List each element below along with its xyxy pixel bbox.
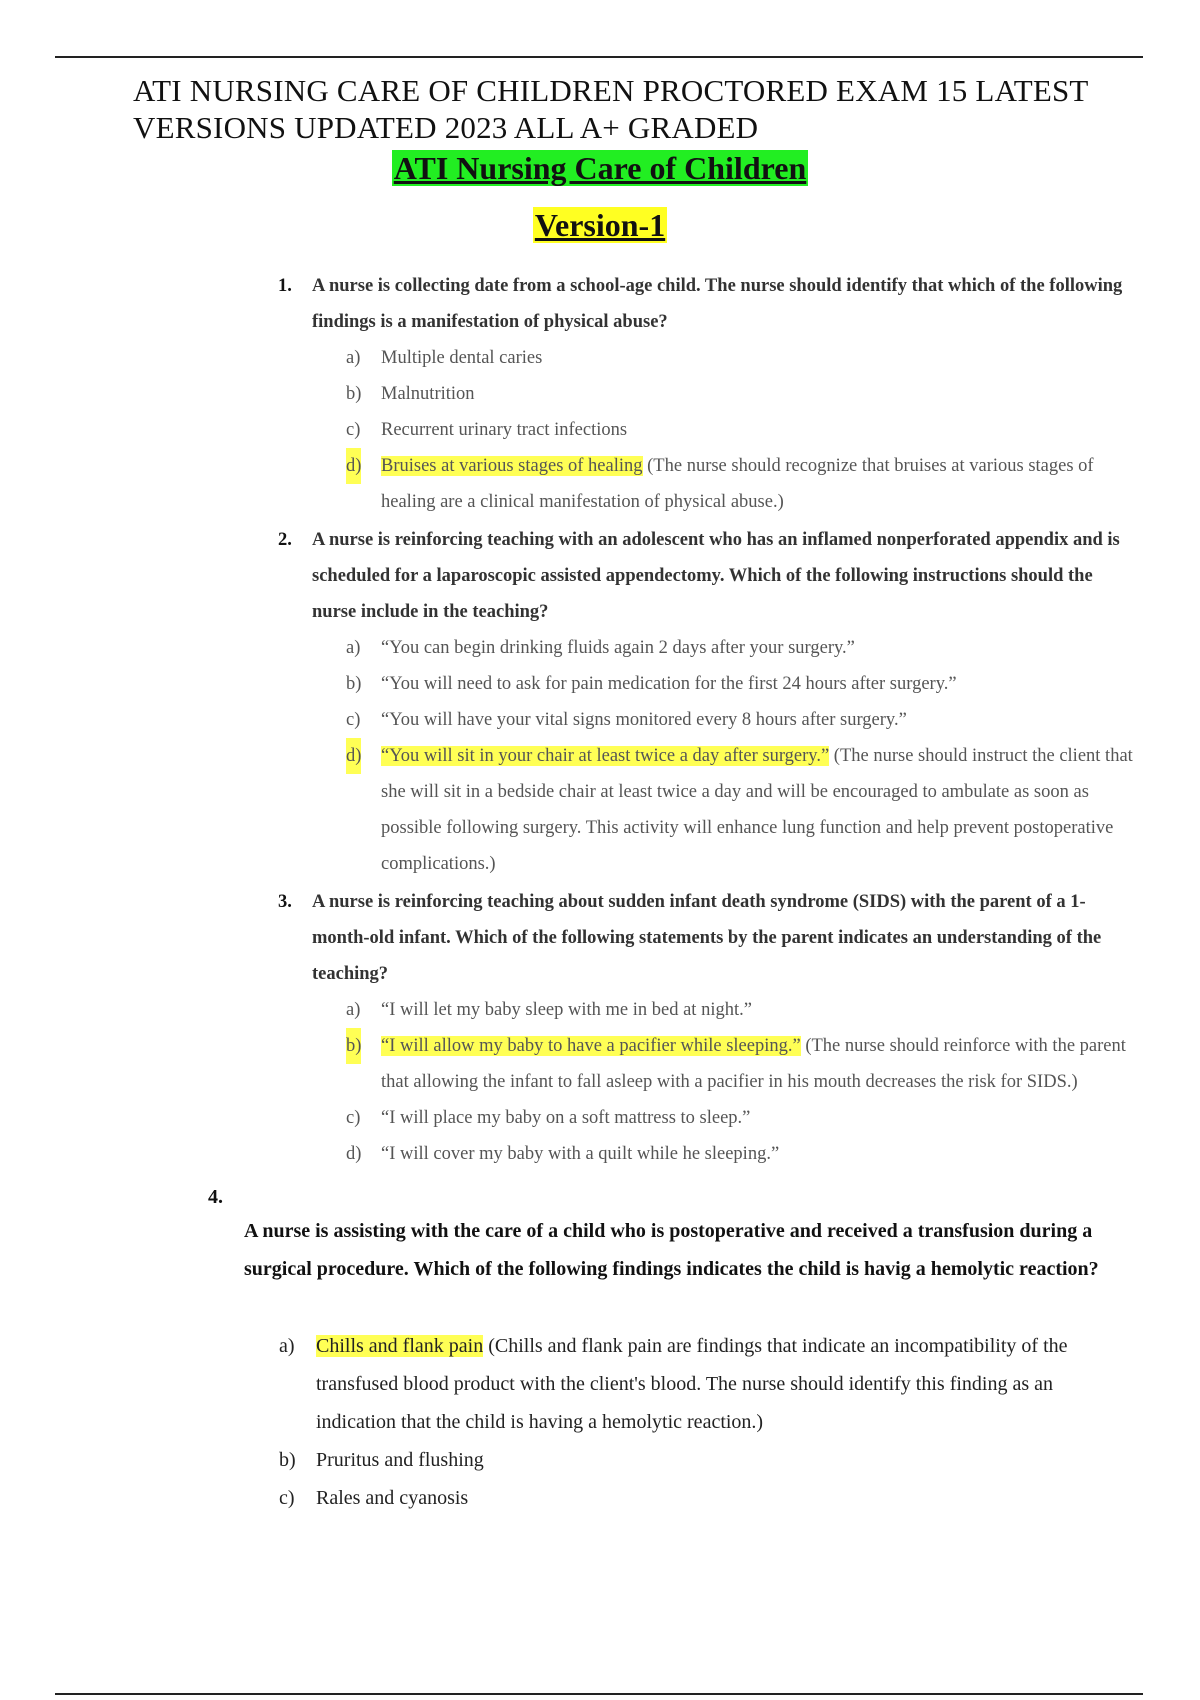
version-heading-text: Version-1: [534, 207, 666, 243]
option-a-correct: [279, 1327, 1079, 1441]
version-heading: [0, 207, 1200, 244]
option-b: [346, 666, 1138, 702]
answer-rationale: (The nurse should instruct the client that she will sit in a bedside chair at least twice a day and will be encouraged to ambulate as soon as possible following surgery. This activity will enhance lung function and help prevent postoperative complications.): [381, 746, 1133, 874]
option-a: [346, 630, 1138, 666]
bottom-rule: [55, 1693, 1143, 1695]
option-answer: “You will need to ask for pain medication for the first 24 hours after surgery.”: [381, 674, 957, 694]
option-c: [346, 412, 1138, 448]
option-letter: d): [346, 448, 361, 484]
question-4-option-list: [279, 1327, 1079, 1517]
option-answer: Pruritus and flushing: [316, 1449, 484, 1471]
question-4-stem: A nurse is assisting with the care of a child who is postoperative and received a transfusion during a surgical procedure. Which of the following findings indicates the child is havig a hemolytic reaction?: [244, 1220, 1099, 1280]
correct-answer-highlight: “I will allow my baby to have a pacifier while sleeping.”: [381, 1036, 801, 1056]
option-letter: c): [346, 420, 361, 440]
option-letter: a): [346, 348, 361, 368]
option-c: [346, 1100, 1138, 1136]
question-4-number: 4.: [208, 1186, 223, 1208]
correct-answer-highlight: “You will sit in your chair at least twice a day after surgery.”: [381, 746, 830, 766]
question-stem: A nurse is reinforcing teaching about sudden infant death syndrome (SIDS) with the parent of a 1-month-old infant. Which of the following statements by the parent indicates an understanding of the teaching?: [312, 892, 1102, 984]
option-letter: b): [346, 384, 362, 404]
option-answer: “I will place my baby on a soft mattress to sleep.”: [381, 1108, 751, 1128]
section-heading: [0, 150, 1200, 187]
option-a: [346, 340, 1138, 376]
option-a: [346, 992, 1138, 1028]
option-list: [346, 630, 1138, 882]
correct-answer-highlight: Bruises at various stages of healing: [381, 456, 643, 476]
document-title: ATI NURSING CARE OF CHILDREN PROCTORED EXAM 15 LATEST VERSIONS UPDATED 2023 ALL A+ GRADED: [133, 73, 1089, 145]
option-letter: a): [279, 1335, 295, 1357]
option-d-correct: [346, 448, 1138, 520]
option-b-correct: [346, 1028, 1138, 1100]
option-c: [279, 1479, 1079, 1517]
option-answer: “I will let my baby sleep with me in bed at night.”: [381, 1000, 752, 1020]
option-letter: c): [346, 710, 361, 730]
option-b: [279, 1441, 1079, 1479]
option-letter: d): [346, 738, 361, 774]
question-stem: A nurse is reinforcing teaching with an adolescent who has an inflamed nonperforated appendix and is scheduled for a laparoscopic assisted appendectomy. Which of the following instructions should the nurse include in the teaching?: [312, 530, 1120, 622]
option-letter: d): [346, 1144, 362, 1164]
option-list: [346, 992, 1138, 1172]
correct-answer-highlight: Chills and flank pain: [316, 1335, 484, 1357]
option-d-correct: [346, 738, 1138, 882]
option-letter: c): [279, 1487, 295, 1509]
answer-rationale: (The nurse should reinforce with the parent that allowing the infant to fall asleep with a pacifier in his mouth decreases the risk for SIDS.): [381, 1036, 1126, 1092]
option-letter: b): [346, 1028, 361, 1064]
option-answer: “You can begin drinking fluids again 2 days after your surgery.”: [381, 638, 855, 658]
option-d: [346, 1136, 1138, 1172]
option-b: [346, 376, 1138, 412]
question-number: 1.: [278, 276, 292, 296]
option-letter: a): [346, 638, 361, 658]
answer-rationale: (The nurse should recognize that bruises at various stages of healing are a clinical manifestation of physical abuse.): [381, 456, 1094, 512]
option-letter: a): [346, 1000, 361, 1020]
option-answer: Malnutrition: [381, 384, 475, 404]
option-answer: “I will cover my baby with a quilt while he sleeping.”: [381, 1144, 780, 1164]
option-answer: Recurrent urinary tract infections: [381, 420, 628, 440]
question-number: 3.: [278, 892, 292, 912]
answer-rationale: (Chills and flank pain are findings that indicate an incompatibility of the transfused blood product with the client's blood. The nurse should identify this finding as an indication that the child is having a hemolytic reaction.): [316, 1335, 1068, 1433]
option-c: [346, 702, 1138, 738]
option-letter: c): [346, 1108, 361, 1128]
option-answer: Rales and cyanosis: [316, 1487, 469, 1509]
option-list: [346, 340, 1138, 520]
section-heading-text: ATI Nursing Care of Children: [393, 150, 807, 186]
option-answer: Multiple dental caries: [381, 348, 543, 368]
question-number: 2.: [278, 530, 292, 550]
option-letter: b): [279, 1449, 296, 1471]
top-rule: [55, 56, 1143, 58]
question-stem: A nurse is collecting date from a school-age child. The nurse should identify that which of the following findings is a manifestation of physical abuse?: [312, 276, 1123, 332]
option-letter: b): [346, 674, 362, 694]
option-answer: “You will have your vital signs monitored every 8 hours after surgery.”: [381, 710, 907, 730]
